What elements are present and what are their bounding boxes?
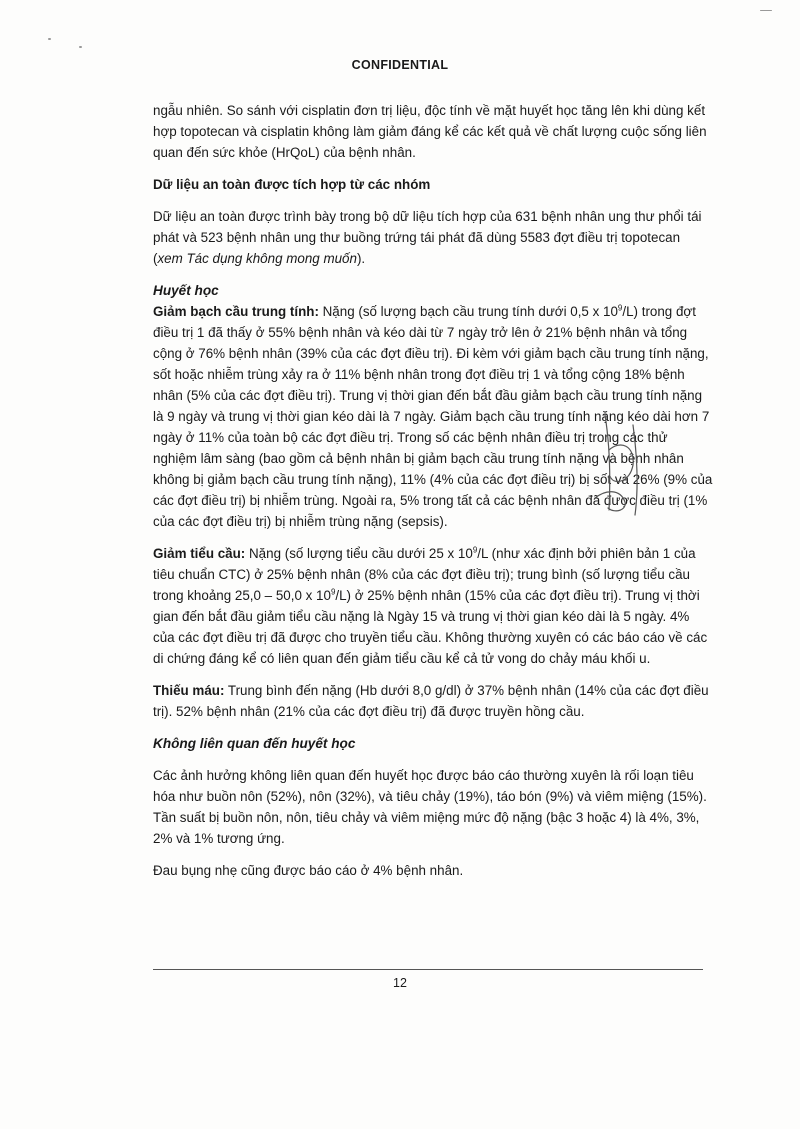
thrombocytopenia-paragraph [153,543,713,669]
handwritten-signature [575,410,655,520]
scan-speck [760,10,772,11]
abdominal-pain-paragraph: Đau bụng nhẹ cũng được báo cáo ở 4% bệnh nhân. [153,863,464,878]
thrombocytopenia-text-b: /L (như xác định bởi phiên bản 1 của tiêu chuẩn CTC) ở 25% bệnh nhân (8% của các đợt điều trị); trung bình (số lượng tiểu cầu trong khoảng 25,0 – 50,0 x 10 [153,546,696,603]
confidential-header: CONFIDENTIAL [351,58,449,72]
page-number: 12 [393,976,407,990]
intro-paragraph: ngẫu nhiên. So sánh với cisplatin đơn trị liệu, độc tính về mặt huyết học tăng lên khi dùng kết hợp topotecan và cisplatin không làm giảm đáng kể các kết quả về chất lượng cuộc sống liên quan đến sức khỏe (HrQoL) của bệnh nhân. [153,103,707,160]
thrombocytopenia-text-a: Nặng (số lượng tiểu cầu dưới 25 x 10 [245,546,473,561]
safety-data-text: Dữ liệu an toàn được trình bày trong bộ dữ liệu tích hợp của 631 bệnh nhân ung thư phổi tái phát và 523 bệnh nhân ung thư buồng trứng tái phát đã dùng 5583 đợt điều trị topotecan ( [153,209,702,266]
neutropenia-text-b: /L) trong đợt điều trị 1 đã thấy ở 55% bệnh nhân và kéo dài từ 7 ngày trở lên ở 21% bệnh nhân và tổng cộng ở 76% bệnh nhân (39% của các đợt điều trị). Đi kèm với giảm bạch cầu trung tính nặng, sốt hoặc nhiễm trùng xảy ra ở 11% bệnh nhân trong đợt điều trị 1 và tổng cộng 18% bệnh nhân (5% của các đợt điều trị). Trung vị thời gian đến bắt đầu giảm bạch cầu trung tính nặng là 9 ngày và trung vị thời gian kéo dài là 7 ngày. Giảm bạch cầu trung tính nặng kéo dài hơn 7 ngày ở 11% của toàn bộ các đợt điều trị. Trong số các bệnh nhân điều trị trong các thử nghiệm lâm sàng (bao gồm cả bệnh nhân bị giảm bạch cầu trung tính nặng và bệnh nhân không bị giảm bạch cầu trung tính nặng), 11% (4% của các đợt điều trị) bị sốt và 26% (9% của các đợt điều trị) bị nhiễm trùng. Ngoài ra, 5% trong tất cả các bệnh nhân đã được điều trị (1% của các đợt điều trị) bị nhiễm trùng nặng (sepsis). [153,304,713,529]
thrombocytopenia-text-c: /L) ở 25% bệnh nhân (15% của các đợt điều trị). Trung vị thời gian đến bắt đầu giảm tiểu cầu nặng là Ngày 15 và trung vị thời gian kéo dài là 5 ngày. 4% của các đợt điều trị đã được cho truyền tiểu cầu. Không thường xuyên có các báo cáo về các di chứng đáng kể có liên quan đến giảm tiểu cầu kể cả tử vong do chảy máu khối u. [153,588,708,666]
anemia-text: Trung bình đến nặng (Hb dưới 8,0 g/dl) ở 37% bệnh nhân (14% của các đợt điều trị). 52% bệnh nhân (21% của các đợt điều trị) đã được truyền hồng cầu. [153,683,709,719]
neutropenia-exponent: 9 [617,303,623,313]
neutropenia-text-a: Nặng (số lượng bạch cầu trung tính dưới 0,5 x 10 [318,304,618,319]
anemia-label: Thiếu máu: [153,683,225,698]
neutropenia-label: Giảm bạch cầu trung tính: [153,304,319,319]
scan-speck [79,46,82,48]
safety-data-paragraph [153,206,713,269]
section-heading-safety-data: Dữ liệu an toàn được tích hợp từ các nhóm [153,177,431,192]
section-heading-hematology: Huyết học [153,283,219,298]
cross-reference: xem Tác dụng không mong muốn [157,251,357,266]
safety-data-end: ). [356,251,366,266]
thrombocytopenia-label: Giảm tiểu cầu: [153,546,246,561]
scan-speck [48,38,51,40]
thrombocytopenia-exponent-2: 9 [330,587,336,597]
footer-divider [153,969,703,970]
section-heading-non-hematologic: Không liên quan đến huyết học [153,736,356,751]
non-hematologic-paragraph: Các ảnh hưởng không liên quan đến huyết học được báo cáo thường xuyên là rối loạn tiêu hóa như buồn nôn (52%), nôn (32%), và tiêu chảy (19%), táo bón (9%) và viêm miệng (15%). Tần suất bị buồn nôn, nôn, tiêu chảy và viêm miệng mức độ nặng (bậc 3 hoặc 4) là 4%, 3%, 2% và 1% tương ứng. [153,768,707,846]
thrombocytopenia-exponent-1: 9 [472,545,478,555]
anemia-paragraph [153,680,713,722]
